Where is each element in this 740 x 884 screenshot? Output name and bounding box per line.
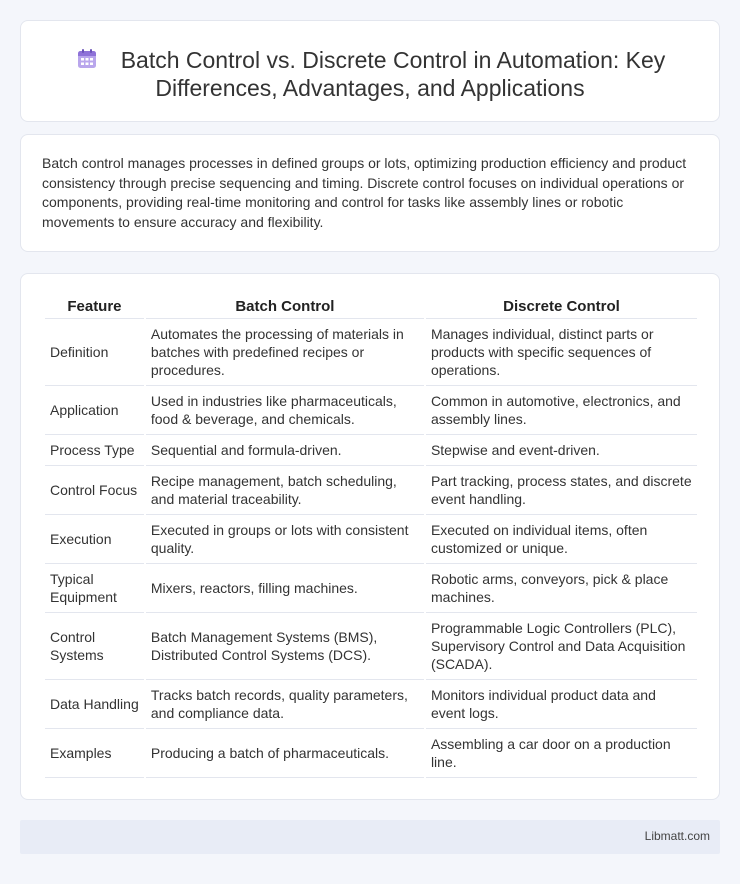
table-row	[45, 613, 697, 680]
table-row	[45, 729, 697, 778]
batch-cell: Used in industries like pharmaceuticals, food & beverage, and chemicals.	[146, 386, 424, 435]
intro-text: Batch control manages processes in defined groups or lots, optimizing production efficiency and product consistency through precise sequencing and timing. Discrete control focuses on individual operations or components, providing real-time monitoring and control for tasks like assembly lines or robotic movements to ensure accuracy and flexibility.	[42, 155, 687, 230]
batch-cell: Automates the processing of materials in batches with predefined recipes or procedures.	[146, 319, 424, 386]
discrete-cell: Part tracking, process states, and discrete event handling.	[426, 466, 697, 515]
discrete-cell: Common in automotive, electronics, and assembly lines.	[426, 386, 697, 435]
table-row	[45, 680, 697, 729]
table-row	[45, 515, 697, 564]
feature-cell: Process Type	[45, 435, 144, 466]
batch-cell: Mixers, reactors, filling machines.	[146, 564, 424, 613]
header-batch-control: Batch Control	[146, 295, 424, 319]
feature-cell: Execution	[45, 515, 144, 564]
comparison-table-card	[20, 273, 720, 800]
batch-cell: Recipe management, batch scheduling, and material traceability.	[146, 466, 424, 515]
batch-cell: Batch Management Systems (BMS), Distributed Control Systems (DCS).	[146, 613, 424, 680]
title-card	[20, 20, 720, 122]
discrete-cell: Assembling a car door on a production line.	[426, 729, 697, 778]
footer-source: Libmatt.com	[644, 829, 710, 843]
table-header-row	[45, 295, 697, 319]
table-row	[45, 386, 697, 435]
table-row	[45, 435, 697, 466]
feature-cell: Definition	[45, 319, 144, 386]
page-title: Batch Control vs. Discrete Control in Automation: Key Differences, Advantages, and Applications	[120, 47, 666, 101]
table-row	[45, 466, 697, 515]
table-row	[45, 564, 697, 613]
feature-cell: Application	[45, 386, 144, 435]
feature-cell: Examples	[45, 729, 144, 778]
footer	[20, 820, 720, 854]
calendar-icon	[75, 47, 99, 71]
discrete-cell: Robotic arms, conveyors, pick & place machines.	[426, 564, 697, 613]
batch-cell: Tracks batch records, quality parameters, and compliance data.	[146, 680, 424, 729]
batch-cell: Executed in groups or lots with consistent quality.	[146, 515, 424, 564]
header-feature: Feature	[45, 295, 144, 319]
comparison-table	[43, 295, 699, 778]
table-row	[45, 319, 697, 386]
feature-cell: Typical Equipment	[45, 564, 144, 613]
feature-cell: Data Handling	[45, 680, 144, 729]
batch-cell: Sequential and formula-driven.	[146, 435, 424, 466]
header-discrete-control: Discrete Control	[426, 295, 697, 319]
discrete-cell: Programmable Logic Controllers (PLC), Supervisory Control and Data Acquisition (SCADA).	[426, 613, 697, 680]
discrete-cell: Stepwise and event-driven.	[426, 435, 697, 466]
feature-cell: Control Focus	[45, 466, 144, 515]
discrete-cell: Executed on individual items, often customized or unique.	[426, 515, 697, 564]
intro-card	[20, 134, 720, 252]
discrete-cell: Manages individual, distinct parts or products with specific sequences of operations.	[426, 319, 697, 386]
batch-cell: Producing a batch of pharmaceuticals.	[146, 729, 424, 778]
feature-cell: Control Systems	[45, 613, 144, 680]
discrete-cell: Monitors individual product data and event logs.	[426, 680, 697, 729]
page-title-wrap	[21, 46, 719, 102]
